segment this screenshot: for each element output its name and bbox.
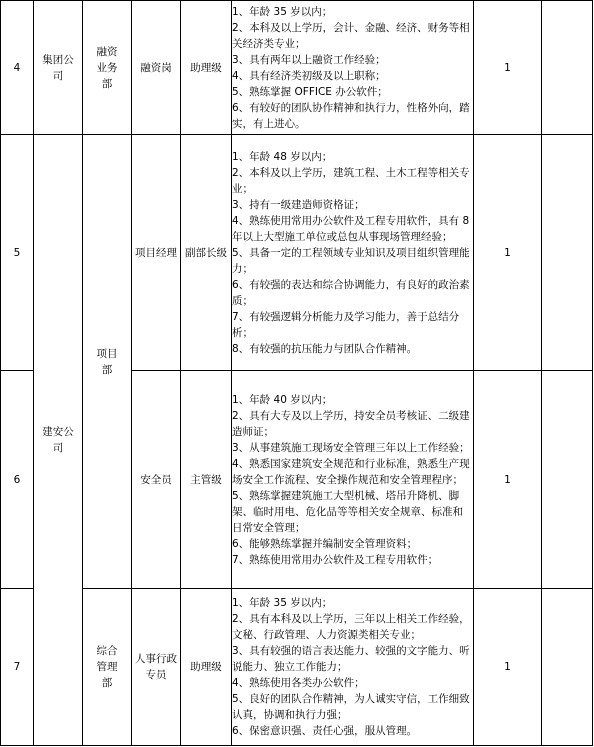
department-cell: 融资业务部 bbox=[83, 1, 132, 135]
requirement-line: 1、年龄 35 岁以内； bbox=[232, 597, 333, 609]
level-cell: 主管级 bbox=[181, 371, 232, 589]
requirement-line: 6、保密意识强、责任心强，服从管理。 bbox=[232, 725, 418, 737]
table-row bbox=[1, 589, 593, 746]
remark-cell bbox=[542, 1, 593, 135]
position-cell: 人事行政专员 bbox=[132, 589, 181, 746]
position-cell: 安全员 bbox=[132, 371, 181, 589]
requirements-cell bbox=[232, 135, 474, 371]
position-cell: 项目经理 bbox=[132, 135, 181, 371]
requirement-line: 6、有较强的表达和综合协调能力，有良好的政治素质； bbox=[232, 278, 470, 307]
level-cell: 副部长级 bbox=[181, 135, 232, 371]
remark-cell bbox=[542, 371, 593, 589]
requirement-line: 2、本科及以上学历，建筑工程、土木工程等相关专业； bbox=[232, 166, 470, 195]
requirement-line: 7、有较强逻辑分析能力及学习能力，善于总结分析； bbox=[232, 310, 460, 339]
requirement-line: 3、具有两年以上融资工作经验； bbox=[232, 53, 386, 66]
requirement-line: 2、本科及以上学历，会计、金融、经济、财务等相关经济类专业； bbox=[232, 21, 470, 50]
row-number: 7 bbox=[1, 589, 34, 746]
level-cell: 助理级 bbox=[181, 1, 232, 135]
requirement-line: 3、持有一级建造师资格证； bbox=[232, 198, 365, 211]
table-row bbox=[1, 1, 593, 135]
company-cell: 集团公司 bbox=[34, 1, 83, 135]
headcount-cell: 1 bbox=[474, 371, 542, 589]
requirement-line: 2、具有本科及以上学历，三年以上相关工作经验，文秘、行政管理、人力资源类相关专业； bbox=[232, 613, 470, 641]
row-number: 6 bbox=[1, 371, 34, 589]
requirement-line: 2、具有大专及以上学历，持安全员考核证、二级建造师证； bbox=[232, 409, 470, 438]
requirement-line: 8、有较强的抗压能力与团队合作精神。 bbox=[232, 342, 418, 355]
remark-cell bbox=[542, 135, 593, 371]
company-cell: 建安公司 bbox=[34, 135, 83, 746]
requirement-line: 4、具有经济类初级及以上职称； bbox=[232, 69, 386, 82]
position-cell: 融资岗 bbox=[132, 1, 181, 135]
level-cell: 助理级 bbox=[181, 589, 232, 746]
requirement-line: 3、具有较强的语言表达能力、较强的文字能力、听说能力、独立工作能力； bbox=[232, 645, 470, 673]
requirement-line: 3、从事建筑施工现场安全管理三年以上工作经验； bbox=[232, 441, 470, 454]
requirement-line: 7、熟练使用常用办公软件及工程专用软件； bbox=[232, 553, 439, 566]
requirement-line: 1、年龄 35 岁以内； bbox=[232, 5, 333, 18]
table-row bbox=[1, 135, 593, 371]
remark-cell bbox=[542, 589, 593, 746]
row-number: 4 bbox=[1, 1, 34, 135]
requirement-line: 5、具备一定的工程领域专业知识及项目组织管理能力； bbox=[232, 246, 470, 275]
requirement-line: 6、有较好的团队协作精神和执行力，性格外向，踏实，有上进心。 bbox=[232, 101, 470, 130]
requirement-line: 5、良好的团队合作精神，为人诚实守信，工作细致认真，协调和执行力强； bbox=[232, 693, 470, 721]
requirement-line: 1、年龄 40 岁以内； bbox=[232, 393, 333, 406]
headcount-cell: 1 bbox=[474, 1, 542, 135]
row-number: 5 bbox=[1, 135, 34, 371]
department-cell: 项目部 bbox=[83, 135, 132, 589]
requirement-line: 6、能够熟练掌握并编制安全管理资料； bbox=[232, 537, 418, 550]
requirements-cell bbox=[232, 589, 474, 746]
requirement-line: 4、熟悉国家建筑安全规范和行业标准，熟悉生产现场安全工作流程、安全操作规范和安全管理程序； bbox=[232, 457, 470, 486]
requirement-line: 4、熟练使用常用办公软件及工程专用软件，具有 8 年以上大型施工单位或总包从事现场管理经验； bbox=[232, 214, 470, 243]
requirement-line: 4、熟练使用各类办公软件； bbox=[232, 677, 365, 689]
department-cell: 综合管理部 bbox=[83, 589, 132, 746]
requirements-cell bbox=[232, 1, 474, 135]
headcount-cell: 1 bbox=[474, 589, 542, 746]
requirement-line: 5、熟练掌握 OFFICE 办公软件； bbox=[232, 85, 388, 98]
requirements-cell bbox=[232, 371, 474, 589]
requirement-line: 1、年龄 48 岁以内； bbox=[232, 150, 333, 163]
headcount-cell: 1 bbox=[474, 135, 542, 371]
requirement-line: 5、熟练掌握建筑施工大型机械、塔吊升降机、脚架、临时用电、危化品等等相关安全规章、标准和日常安全管理； bbox=[232, 489, 463, 534]
